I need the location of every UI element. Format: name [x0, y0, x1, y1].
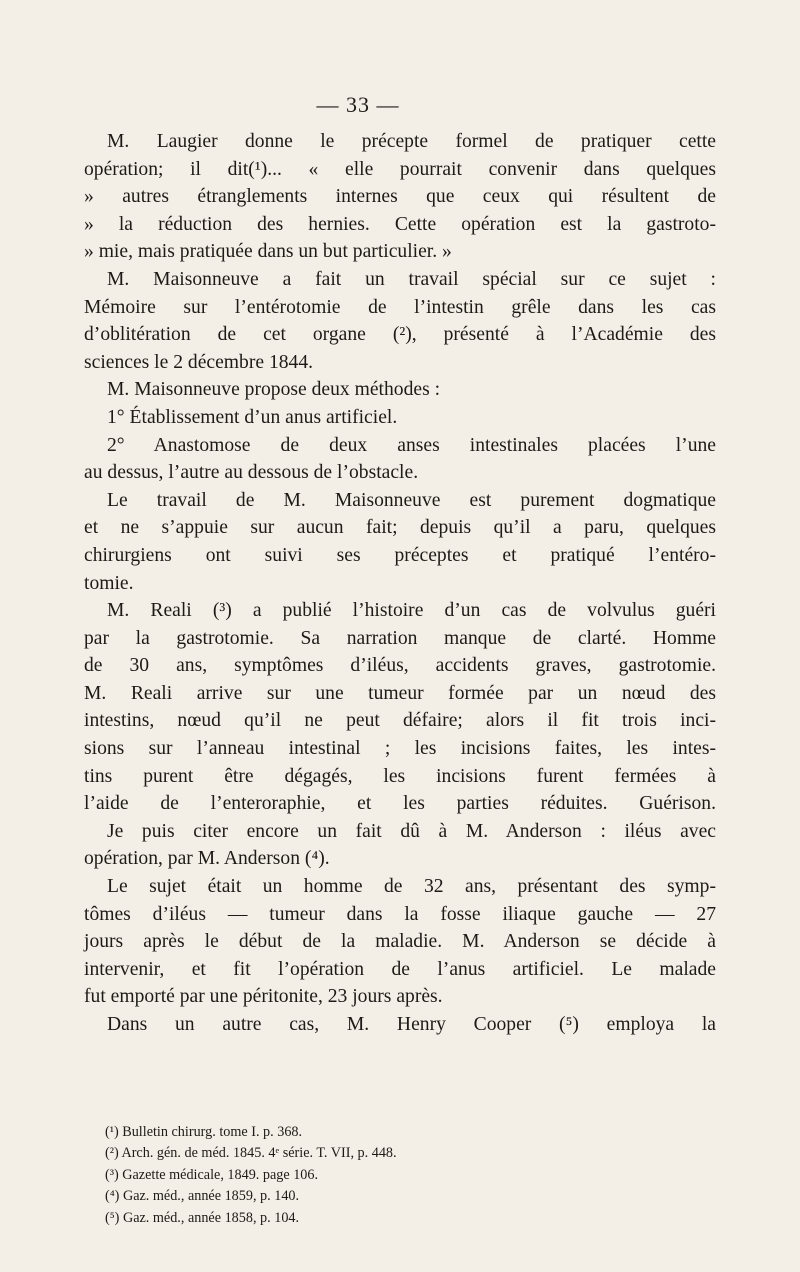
text-line: 1° Établissement d’un anus artificiel.: [107, 406, 398, 428]
text-line: d’oblitération de cet organe (²), présenté à l’Académie des: [84, 324, 716, 346]
text-line: Dans un autre cas, M. Henry Cooper (⁵) employa la: [107, 1014, 716, 1035]
text-line: M. Maisonneuve a fait un travail spécial sur ce sujet :: [107, 268, 716, 290]
text-line: tômes d’iléus — tumeur dans la fosse iliaque gauche — 27: [84, 903, 716, 925]
text-line: M. Maisonneuve propose deux méthodes :: [107, 379, 441, 401]
text-line: Le travail de M. Maisonneuve est purement dogmatique: [107, 489, 716, 511]
footnote: (²) Arch. gén. de méd. 1845. 4ᵉ série. T. VII, p. 448.: [105, 1145, 397, 1162]
text-line: » mie, mais pratiquée dans un but particulier. »: [84, 241, 452, 263]
text-line: opération, par M. Anderson (⁴).: [84, 848, 330, 870]
text-line: tins purent être dégagés, les incisions furent fermées à: [84, 765, 716, 787]
footnote: (⁴) Gaz. méd., année 1859, p. 140.: [105, 1188, 300, 1205]
text-line: fut emporté par une péritonite, 23 jours après.: [84, 986, 443, 1008]
text-line: intervenir, et fit l’opération de l’anus artificiel. Le malade: [84, 958, 716, 980]
footnote: (⁵) Gaz. méd., année 1858, p. 104.: [105, 1209, 300, 1226]
text-line: Je puis citer encore un fait dû à M. Anderson : iléus avec: [107, 820, 716, 842]
text-line: » la réduction des hernies. Cette opération est la gastroto-: [84, 213, 716, 235]
footnote: (³) Gazette médicale, 1849. page 106.: [105, 1166, 319, 1183]
text-line: opération; il dit(¹)... « elle pourrait convenir dans quelques: [84, 158, 716, 180]
footnotes: [105, 1122, 705, 1229]
text-line: Le sujet était un homme de 32 ans, présentant des symp-: [107, 876, 716, 898]
text-line: au dessus, l’autre au dessous de l’obstacle.: [84, 462, 419, 484]
footnote: (¹) Bulletin chirurg. tome I. p. 368.: [105, 1124, 303, 1140]
text-line: par la gastrotomie. Sa narration manque de clarté. Homme: [84, 627, 716, 649]
text-line: Mémoire sur l’entérotomie de l’intestin grêle dans les cas: [84, 296, 716, 318]
text-line: M. Reali arrive sur une tumeur formée par un nœud des: [84, 682, 716, 704]
text-line: et ne s’appuie sur aucun fait; depuis qu’il a paru, quelques: [84, 517, 716, 539]
text-line: de 30 ans, symptômes d’iléus, accidents graves, gastrotomie.: [84, 655, 716, 677]
text-line: l’aide de l’enteroraphie, et les parties réduites. Guérison.: [84, 793, 716, 815]
text-line: » autres étranglements internes que ceux qui résultent de: [84, 186, 716, 208]
text-line: chirurgiens ont suivi ses préceptes et pratiqué l’entéro-: [84, 544, 716, 566]
text-line: sciences le 2 décembre 1844.: [84, 351, 314, 373]
text-line: jours après le début de la maladie. M. Anderson se décide à: [84, 931, 716, 953]
page-number: — 33 —: [316, 92, 400, 117]
body-text: [84, 128, 716, 1039]
text-line: sions sur l’anneau intestinal ; les incisions faites, les intes-: [84, 738, 716, 760]
text-line: M. Reali (³) a publié l’histoire d’un cas de volvulus guéri: [107, 600, 716, 622]
text-line: intestins, nœud qu’il ne peut défaire; alors il fit trois inci-: [84, 710, 716, 732]
text-line: tomie.: [84, 572, 134, 594]
text-line: 2° Anastomose de deux anses intestinales placées l’une: [107, 434, 716, 456]
text-line: M. Laugier donne le précepte formel de pratiquer cette: [107, 131, 716, 152]
